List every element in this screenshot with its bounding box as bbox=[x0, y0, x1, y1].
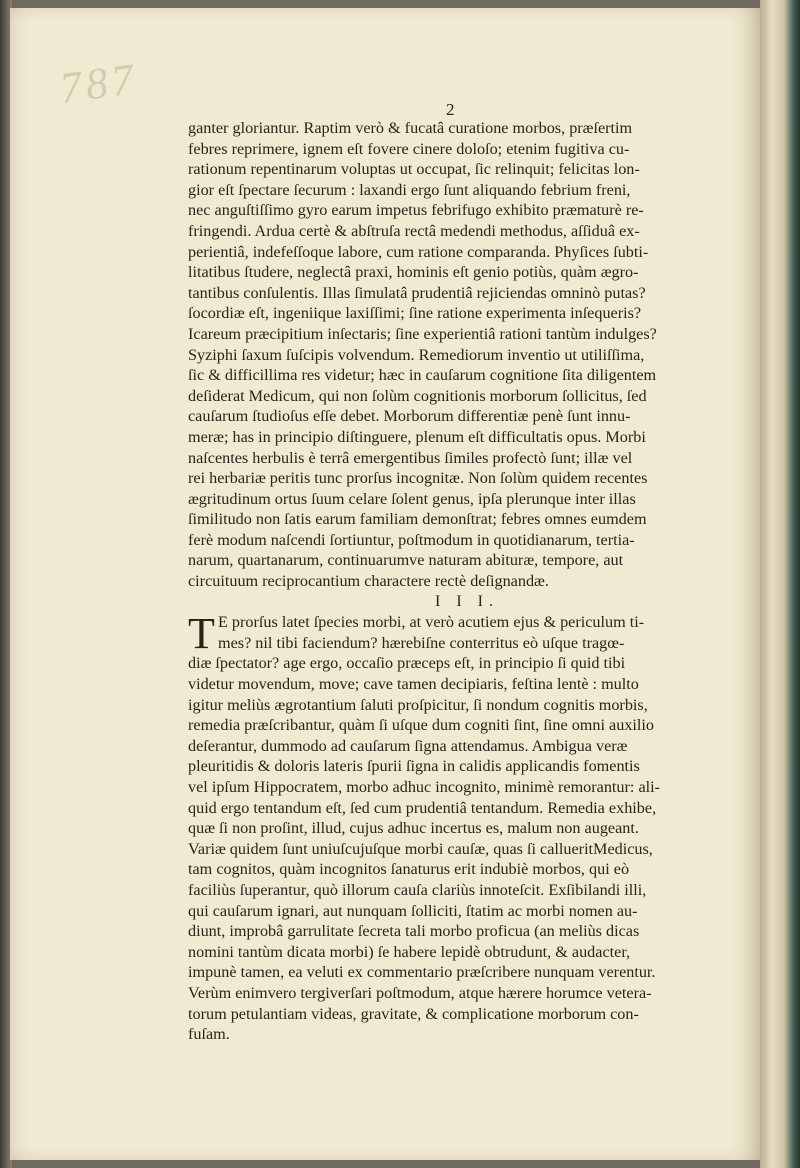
text-line: nomini tantùm dicata morbi) ſe habere lepidè obtrudunt, & audacter, bbox=[188, 942, 631, 961]
text-line: cauſarum ſtudioſus eſſe debet. Morborum differentiæ penè ſunt innu- bbox=[188, 407, 631, 426]
text-line: quid ergo tentandum eſt, ſed cum prudentiâ tentandum. Remedia exhibe, bbox=[188, 798, 657, 817]
text-line: tam cognitos, quàm incognitos ſanaturus erit indubiè morbos, qui eò bbox=[188, 860, 630, 879]
text-line: pleuritidis & doloris lateris ſpurii ſigna in calidis applicandis fomentis bbox=[188, 757, 640, 776]
text-line: Syziphi ſaxum ſuſcipis volvendum. Remediorum inventio ut utiliſſima, bbox=[188, 345, 645, 364]
text-line: tantibus conſulentis. Illas ſimulatâ prudentiâ rejiciendas omninò putas? bbox=[188, 283, 646, 302]
text-block bbox=[188, 118, 746, 1045]
text-line: deſiderat Medicum, qui non ſolùm cognitionis morborum ſollicitus, ſed bbox=[188, 386, 647, 405]
text-line: qui cauſarum ignari, aut nunquam ſolliciti, ſtatim ac morbi nomen au- bbox=[188, 901, 638, 920]
text-line: mes? nil tibi faciendum? hærebiſne conterritus eò uſque tragœ- bbox=[218, 633, 625, 652]
drop-cap: T bbox=[188, 609, 215, 659]
text-line: impunè tamen, ea veluti ex commentario præſcribere nunquam verentur. bbox=[188, 963, 656, 982]
text-line: igitur meliùs ægrotantium ſaluti proſpicitur, ſi nondum cognitis morbis, bbox=[188, 695, 648, 714]
text-line: rationum repentinarum voluptas ut occupat, ſic relinquit; felicitas lon- bbox=[188, 160, 640, 179]
text-line: diunt, improbâ garrulitate ſecreta tali morbo proficua (an meliùs dicas bbox=[188, 922, 640, 941]
text-line: remedia præſcribantur, quàm ſi uſque dum cogniti ſint, ſine omni auxilio bbox=[188, 716, 654, 735]
text-line: diæ ſpectator? age ergo, occaſio præceps eſt, in principio ſi quid tibi bbox=[188, 654, 626, 673]
text-line: faciliùs ſuperantur, quò illorum cauſa clariùs innoteſcit. Exſibilandi illi, bbox=[188, 880, 647, 899]
paragraph-2-container bbox=[188, 609, 746, 1044]
text-line: circuituum reciprocantium charactere rectè deſignandæ. bbox=[188, 572, 549, 591]
text-line: rei herbariæ peritis tunc prorſus incognitæ. Non ſolùm quidem recentes bbox=[188, 469, 648, 488]
text-line: Icareum præcipitium inſectaris; ſine experientiâ rationi tantùm indulges? bbox=[188, 324, 657, 343]
text-line: ſocordiæ eſt, ingeniique laxiſſimi; ſine ratione experimenta inſequeris? bbox=[188, 304, 642, 323]
text-line: gior eſt ſpectare ſecurum : laxandi ergo ſunt aliquando febrium freni, bbox=[188, 180, 631, 199]
text-line: perientiâ, indefeſſoque labore, cum ratione comparanda. Phyſices ſubti- bbox=[188, 242, 649, 261]
text-line: ganter gloriantur. Raptim verò & fucatâ curatione morbos, præſertim bbox=[188, 119, 633, 137]
text-line: ſimilitudo non ſatis earum familiam demonſtrat; febres omnes eumdem bbox=[188, 510, 647, 529]
text-line: torum petulantiam videas, gravitate, & complicatione morborum con- bbox=[188, 1004, 639, 1023]
text-line: meræ; has in principio diſtinguere, plenum eſt difficultatis opus. Morbi bbox=[188, 427, 646, 446]
folio-number: 2 bbox=[446, 100, 455, 119]
text-line: Variæ quidem ſunt uniuſcujuſque morbi cauſæ, quas ſi callueritMedicus, bbox=[188, 839, 653, 858]
text-line: ferè modum naſcendi ſortiuntur, poſtmodum in quotidianarum, tertia- bbox=[188, 530, 635, 549]
text-line: E prorſus latet ſpecies morbi, at verò acutiem ejus & periculum ti- bbox=[218, 613, 645, 632]
text-line: naſcentes herbulis è terrâ emergentibus ſimiles profectò ſunt; illæ vel bbox=[188, 448, 633, 467]
paragraph-1 bbox=[188, 118, 746, 592]
text-line: Verùm enimvero tergiverſari poſtmodum, atque hærere horumce vetera- bbox=[188, 983, 652, 1002]
text-line: quæ ſi non proſint, illud, cujus adhuc incertus es, malum non augeant. bbox=[188, 819, 639, 838]
text-line: ægritudinum ortus ſuum celare ſolent genus, ipſa plerunque inter illas bbox=[188, 489, 636, 508]
text-line: litatibus ſtudere, neglectâ praxi, hominis eſt genio potiùs, quàm ægro- bbox=[188, 263, 639, 282]
text-line: fuſam. bbox=[188, 1025, 230, 1044]
paragraph-2 bbox=[188, 609, 746, 1044]
text-line: ſic & difficillima res videtur; hæc in cauſarum cognitione ſita diligentem bbox=[188, 366, 657, 385]
text-line: deſerantur, dummodo ad cauſarum ſigna attendamus. Ambigua veræ bbox=[188, 736, 628, 755]
text-line: nec anguſtiſſimo gyro earum impetus febrifugo exhibito præmaturè re- bbox=[188, 201, 644, 220]
margin-note: 787 bbox=[56, 53, 141, 114]
text-line: narum, quartanarum, continuarumve naturam abituræ, tempore, aut bbox=[188, 551, 624, 570]
section-heading: I I I. bbox=[435, 592, 499, 610]
text-line: febres reprimere, ignem eſt fovere cinere doloſo; etenim fugitiva cu- bbox=[188, 139, 630, 158]
text-line: vel ipſum Hippocratem, morbo adhuc incognito, minimè remorantur: ali- bbox=[188, 778, 661, 796]
text-line: fringendi. Ardua certè & abſtruſa rectâ medendi methodus, aſſiduâ ex- bbox=[188, 221, 640, 240]
page-edge bbox=[760, 0, 800, 1168]
text-line: videtur movendum, move; cave tamen decipiaris, feſtina lentè : multo bbox=[188, 675, 639, 694]
